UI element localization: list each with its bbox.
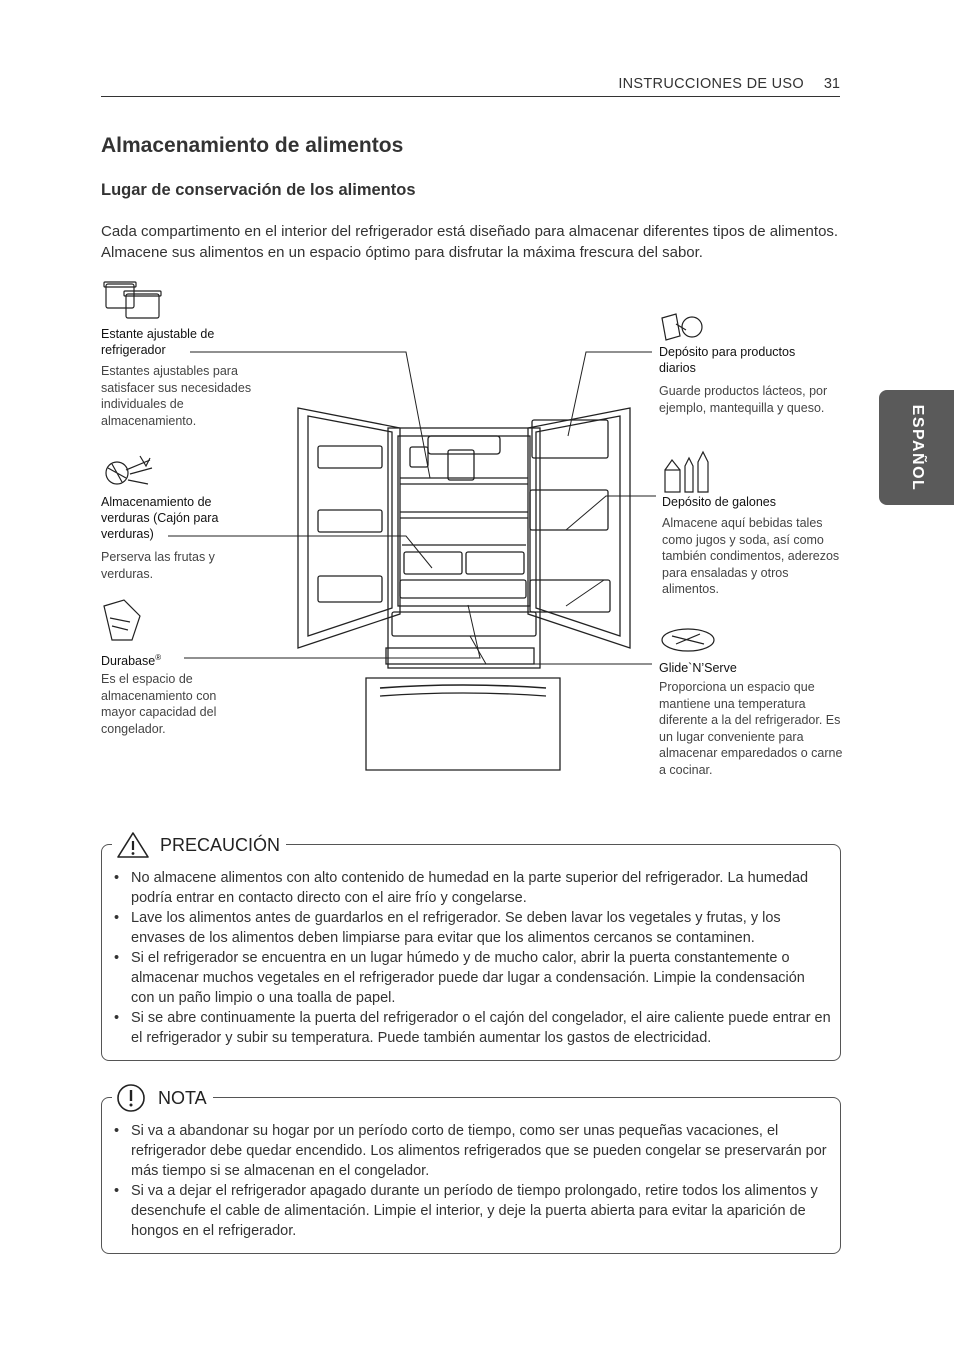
label-glide-n-serve: Glide`N’Serve	[659, 661, 737, 675]
container-icon	[104, 282, 161, 318]
list-item: • Si va a abandonar su hogar por un período corto de tiempo, como ser unas pequeñas vacaciones, el refrigerador debe quedar encendido. Los alimentos refrigerados que se pueden congelar se preservarán por más tiempo si se almacenan en el congelador.	[102, 1121, 832, 1181]
label-adjustable-shelf: Estante ajustable de refrigerador	[101, 327, 215, 357]
caution-box	[101, 834, 841, 1061]
info-icon	[116, 1083, 146, 1113]
list-item: • Si va a dejar el refrigerador apagado durante un período de tiempo prolongado, retire todos los alimentos y desenchufe el cable de alimentación. Limpie el interior, y deje la puerta abierta para evitar la aparición de hongos en el refrigerador.	[102, 1181, 832, 1241]
page-title: Almacenamiento de alimentos	[101, 134, 404, 157]
vegetables-icon	[106, 456, 152, 484]
list-item: • No almacene alimentos con alto contenido de humedad en la parte superior del refrigerador. La humedad podría entrar en contacto directo con el aire frío y congelarse.	[102, 868, 832, 908]
dairy-icon	[662, 314, 702, 340]
desc-gallon-bin: Almacene aquí bebidas tales como jugos y soda, así como también condimentos, aderezos para ensaladas y otros alimentos.	[662, 516, 840, 596]
label-dairy-bin: Depósito para productos diarios	[659, 345, 796, 375]
warning-icon	[116, 831, 150, 859]
section-subtitle: Lugar de conservación de los alimentos	[101, 181, 416, 199]
desc-durabase: Es el espacio de almacenamiento con mayor capacidad del congelador.	[101, 672, 217, 736]
label-crisper: Almacenamiento de verduras (Cajón para verduras)	[101, 495, 219, 541]
desc-glide-n-serve: Proporciona un espacio que mantiene una temperatura diferente a la del refrigerador. Es un lugar conveniente para almacenar emparedados o carne a cocinar.	[659, 680, 843, 777]
header-title: INSTRUCCIONES DE USO	[618, 76, 804, 92]
note-heading	[112, 1083, 213, 1113]
list-item: • Lave los alimentos antes de guardarlos en el refrigerador. Se deben lavar los vegetales y frutas, y los envases de los alimentos deben limpiarse para evitar que los alimentos cercanos se contaminen.	[102, 908, 832, 948]
note-box	[101, 1087, 841, 1254]
label-durabase-text: Durabase	[101, 654, 156, 669]
intro-paragraph: Cada compartimento en el interior del refrigerador está diseñado para almacenar diferentes tipos de alimentos. Almacene sus alimentos en un espacio óptimo para disfrutar la máxima frescura del sabor.	[101, 223, 839, 261]
page-header	[101, 76, 840, 97]
note-list	[102, 1121, 832, 1241]
durabase-icon	[104, 600, 140, 640]
plate-icon	[662, 629, 714, 651]
page-number: 31	[823, 76, 840, 92]
list-item: • Si se abre continuamente la puerta del refrigerador o el cajón del congelador, el aire caliente puede entrar en el refrigerador y subir su temperatura. Puede también aumentar los gastos de electricidad.	[102, 1008, 832, 1048]
desc-dairy-bin: Guarde productos lácteos, por ejemplo, mantequilla y queso.	[659, 384, 828, 415]
caution-heading	[112, 831, 286, 859]
label-durabase	[101, 650, 221, 669]
caution-title: PRECAUCIÓN	[160, 834, 281, 855]
bottles-icon	[665, 452, 708, 492]
refrigerator-drawing	[298, 408, 630, 770]
note-title: NOTA	[158, 1087, 207, 1108]
label-gallon-bin: Depósito de galones	[662, 495, 776, 509]
list-item: • Si el refrigerador se encuentra en un lugar húmedo y de mucho calor, abrir la puerta constantemente o almacenar muchos vegetales en el refrigerador puede dar lugar a condensación. Limpie la condensación con un paño limpio o una toalla de papel.	[102, 948, 832, 1008]
language-tab-label: ESPAÑOL	[908, 404, 926, 491]
desc-crisper: Perserva las frutas y verduras.	[101, 550, 215, 581]
registered-mark: ®	[155, 653, 162, 662]
caution-list	[102, 868, 832, 1048]
desc-adjustable-shelf: Estantes ajustables para satisfacer sus necesidades individuales de almacenamiento.	[101, 364, 252, 428]
